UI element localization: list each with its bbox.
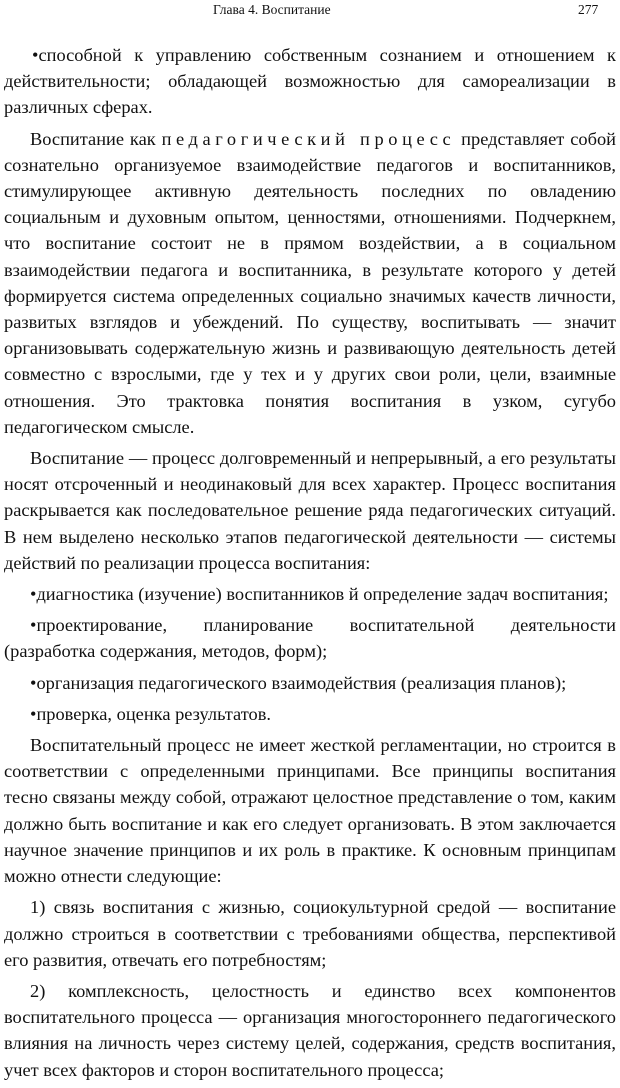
paragraph-text: •способной к управлению собственным сознанием и отношением к действительности; обладающей возможностью для самореализации в различных сферах. bbox=[4, 45, 616, 118]
principle-text: 2) комплексность, целостность и единство всех компонентов воспитательного процесса — организация многостороннего педагогического влияния на личность через систему целей, содержания, средств воспитания, учет всех факторов и сторон воспитательного процесса; bbox=[4, 980, 616, 1080]
principle-2 bbox=[4, 978, 616, 1083]
list-item-text: •проектирование, планирование воспитательной деятельности (разработка содержания, методов, форм); bbox=[4, 615, 616, 662]
paragraph-lead: Воспитание как bbox=[30, 128, 162, 149]
paragraph-pedagogical-process bbox=[4, 126, 616, 440]
list-item-organization bbox=[4, 670, 616, 696]
principle-text: 1) связь воспитания с жизнью, социокультурной средой — воспитание должно строиться в соответствии с требованиями общества, перспективой его развития, отвечать его потребностям; bbox=[4, 897, 616, 970]
spaced-term: педагогический процесс bbox=[161, 128, 456, 149]
page-number: 277 bbox=[578, 2, 599, 17]
list-item-design bbox=[4, 612, 616, 664]
paragraph-text: Воспитание — процесс долговременный и непрерывный, а его результаты носят отсроченный и неодинаковый для всех характер. Процесс воспитания раскрывается как последовательное решение ряда педагогических ситуаций. В нем выделено несколько этапов педагогической деятельности — системы действий по реализации процесса воспитания: bbox=[4, 448, 616, 573]
list-item-evaluation bbox=[4, 701, 616, 727]
running-head bbox=[0, 2, 620, 22]
principle-1 bbox=[4, 894, 616, 973]
paragraph-text: представляет собой сознательно организуемое взаимодействие педагогов и воспитанников, стимулирующее активную деятельность последних по овладению социальным и духовным опытом, ценностями, отношениями. Подчеркнем, что воспитание состоит не в прямом воздействии, а в социальном взаимодействии педагога и воспитанника, в результате которого у детей формируется система определенных социально значимых качеств личности, развитых взглядов и убеждений. По существу, воспитывать — значит организовывать содержательную жизнь и развивающую деятельность детей совместно с взрослыми, где у тех и у других свои роли, цели, взаимные отношения. Это трактовка понятия воспитания в узком, сугубо педагогическом смысле. bbox=[4, 128, 616, 437]
paragraph-text: Воспитательный процесс не имеет жесткой регламентации, но строится в соответствии с определенными принципами. Все принципы воспитания тесно связаны между собой, отражают целостное представление о том, каким должно быть воспитание и как его следует организовать. В этом заключается научное значение принципов и их роль в практике. К основным принципам можно отнести следующие: bbox=[4, 735, 616, 887]
list-item-text: •диагностика (изучение) воспитанников й определение задач воспитания; bbox=[30, 584, 609, 605]
running-title: Глава 4. Воспитание bbox=[213, 2, 331, 17]
list-item-diagnostics bbox=[4, 581, 616, 607]
paragraph-bullet-self-management bbox=[4, 42, 616, 121]
list-item-text: •проверка, оценка результатов. bbox=[30, 703, 272, 724]
paragraph-principles bbox=[4, 732, 616, 889]
paragraph-long-term-process bbox=[4, 445, 616, 576]
list-item-text: •организация педагогического взаимодействия (реализация планов); bbox=[30, 672, 567, 693]
body-text bbox=[4, 42, 616, 1088]
